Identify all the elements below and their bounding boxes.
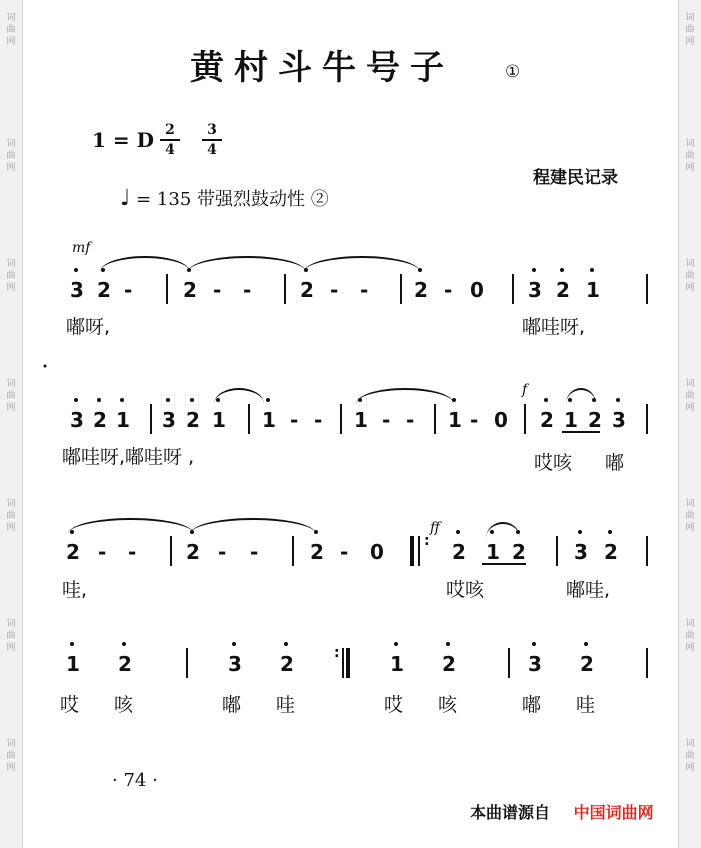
lyric: 哎 [384, 694, 404, 716]
note: 2 [512, 540, 526, 564]
tempo-text: = 135 带强烈鼓动性 [136, 189, 306, 210]
note: - [406, 408, 415, 432]
note: 3 [228, 652, 242, 676]
meter-3-4: 3 4 [202, 122, 222, 158]
source-brand-link[interactable]: 中国词曲网 [573, 803, 654, 822]
lyric: 嘟呀, [66, 316, 111, 338]
note: 2 [540, 408, 554, 432]
lyric: 咳 [438, 694, 458, 716]
source-credit [470, 800, 654, 823]
watermark-left-2: 词曲网 [6, 139, 16, 173]
note: 3 [70, 278, 84, 302]
note: 1 [448, 408, 462, 432]
lyric: 嘟哇, [566, 579, 611, 601]
note: 2 [186, 408, 200, 432]
note: - [218, 540, 227, 564]
note: - [382, 408, 391, 432]
note: - [213, 278, 222, 302]
note: 2 [300, 278, 314, 302]
note: 3 [612, 408, 626, 432]
watermark-right-5: 词曲网 [685, 499, 695, 533]
watermark-right-3: 词曲网 [685, 259, 695, 293]
note: 3 [528, 278, 542, 302]
watermark-left-7: 词曲网 [6, 739, 16, 773]
note: - [444, 278, 453, 302]
note: - [128, 540, 137, 564]
note: - [314, 408, 323, 432]
lyric: 哇 [276, 694, 296, 716]
watermark-left-4: 词曲网 [6, 379, 16, 413]
repeat-dots: : [424, 533, 430, 549]
watermark-right-2: 词曲网 [685, 139, 695, 173]
lyric: 嘟哇呀, [522, 316, 586, 338]
note: 1 [486, 540, 500, 564]
note: 2 [66, 540, 80, 564]
note: - [98, 540, 107, 564]
note: - [250, 540, 259, 564]
lyric: 咳 [114, 694, 134, 716]
watermark-left-6: 词曲网 [6, 619, 16, 653]
watermark-left-1: 词曲网 [6, 13, 16, 47]
note: 1 [586, 278, 600, 302]
lyric: 哇, [62, 579, 88, 601]
lyric: 嘟哇呀,嘟哇呀 , [62, 446, 195, 468]
watermark-right-1: 词曲网 [685, 13, 695, 47]
note: - [243, 278, 252, 302]
note: - [330, 278, 339, 302]
note: 1 [564, 408, 578, 432]
note: - [360, 278, 369, 302]
note: 0 [470, 278, 484, 302]
recorder-credit: 程建民记录 [533, 168, 618, 188]
note: 2 [588, 408, 602, 432]
tempo-footnote-mark: ② [310, 189, 329, 210]
note: 2 [442, 652, 456, 676]
title-footnote-mark: ① [505, 62, 521, 82]
watermark-right-4: 词曲网 [685, 379, 695, 413]
source-label: 本曲谱源自 [470, 803, 551, 822]
note: 2 [186, 540, 200, 564]
meter-2-4: 2 4 [160, 122, 180, 158]
note: 2 [604, 540, 618, 564]
lyric: 嘟 [522, 694, 542, 716]
note: 1 [262, 408, 276, 432]
page-number: · 74 · [112, 770, 158, 791]
note: 1 [390, 652, 404, 676]
lyric: 嘟 [222, 694, 242, 716]
note: - [124, 278, 133, 302]
note: 2 [183, 278, 197, 302]
note: 1 [354, 408, 368, 432]
dynamic-f: f [522, 382, 528, 398]
note: 2 [556, 278, 570, 302]
note: 1 [212, 408, 226, 432]
note: - [290, 408, 299, 432]
note: 1 [66, 652, 80, 676]
watermark-right-6: 词曲网 [685, 619, 695, 653]
note: 1 [116, 408, 130, 432]
note: - [340, 540, 349, 564]
lyric: 哎 [60, 694, 80, 716]
note: 2 [118, 652, 132, 676]
note: 2 [580, 652, 594, 676]
lyric: 嘟 [605, 452, 625, 474]
note: 2 [452, 540, 466, 564]
dynamic-ff: ff [430, 520, 440, 536]
note: 3 [162, 408, 176, 432]
note: - [470, 408, 479, 432]
lyric: 哎咳 [534, 452, 573, 474]
note: 0 [370, 540, 384, 564]
note: 2 [93, 408, 107, 432]
note: 2 [310, 540, 324, 564]
note: 2 [414, 278, 428, 302]
note: 0 [494, 408, 508, 432]
quarter-note-icon: ♩ [120, 186, 131, 211]
key-signature: 1 = D [92, 128, 154, 152]
repeat-end-dots: : [334, 645, 340, 661]
lyric: 哎咳 [446, 579, 485, 601]
note: 3 [70, 408, 84, 432]
lyric: 哇 [576, 694, 596, 716]
watermark-left-3: 词曲网 [6, 259, 16, 293]
dynamic-mf: mf [72, 240, 91, 256]
note: 2 [97, 278, 111, 302]
watermark-left-5: 词曲网 [6, 499, 16, 533]
watermark-right-7: 词曲网 [685, 739, 695, 773]
note: 2 [280, 652, 294, 676]
note: 3 [574, 540, 588, 564]
song-title: 黄村斗牛号子 [190, 48, 454, 88]
note: 3 [528, 652, 542, 676]
